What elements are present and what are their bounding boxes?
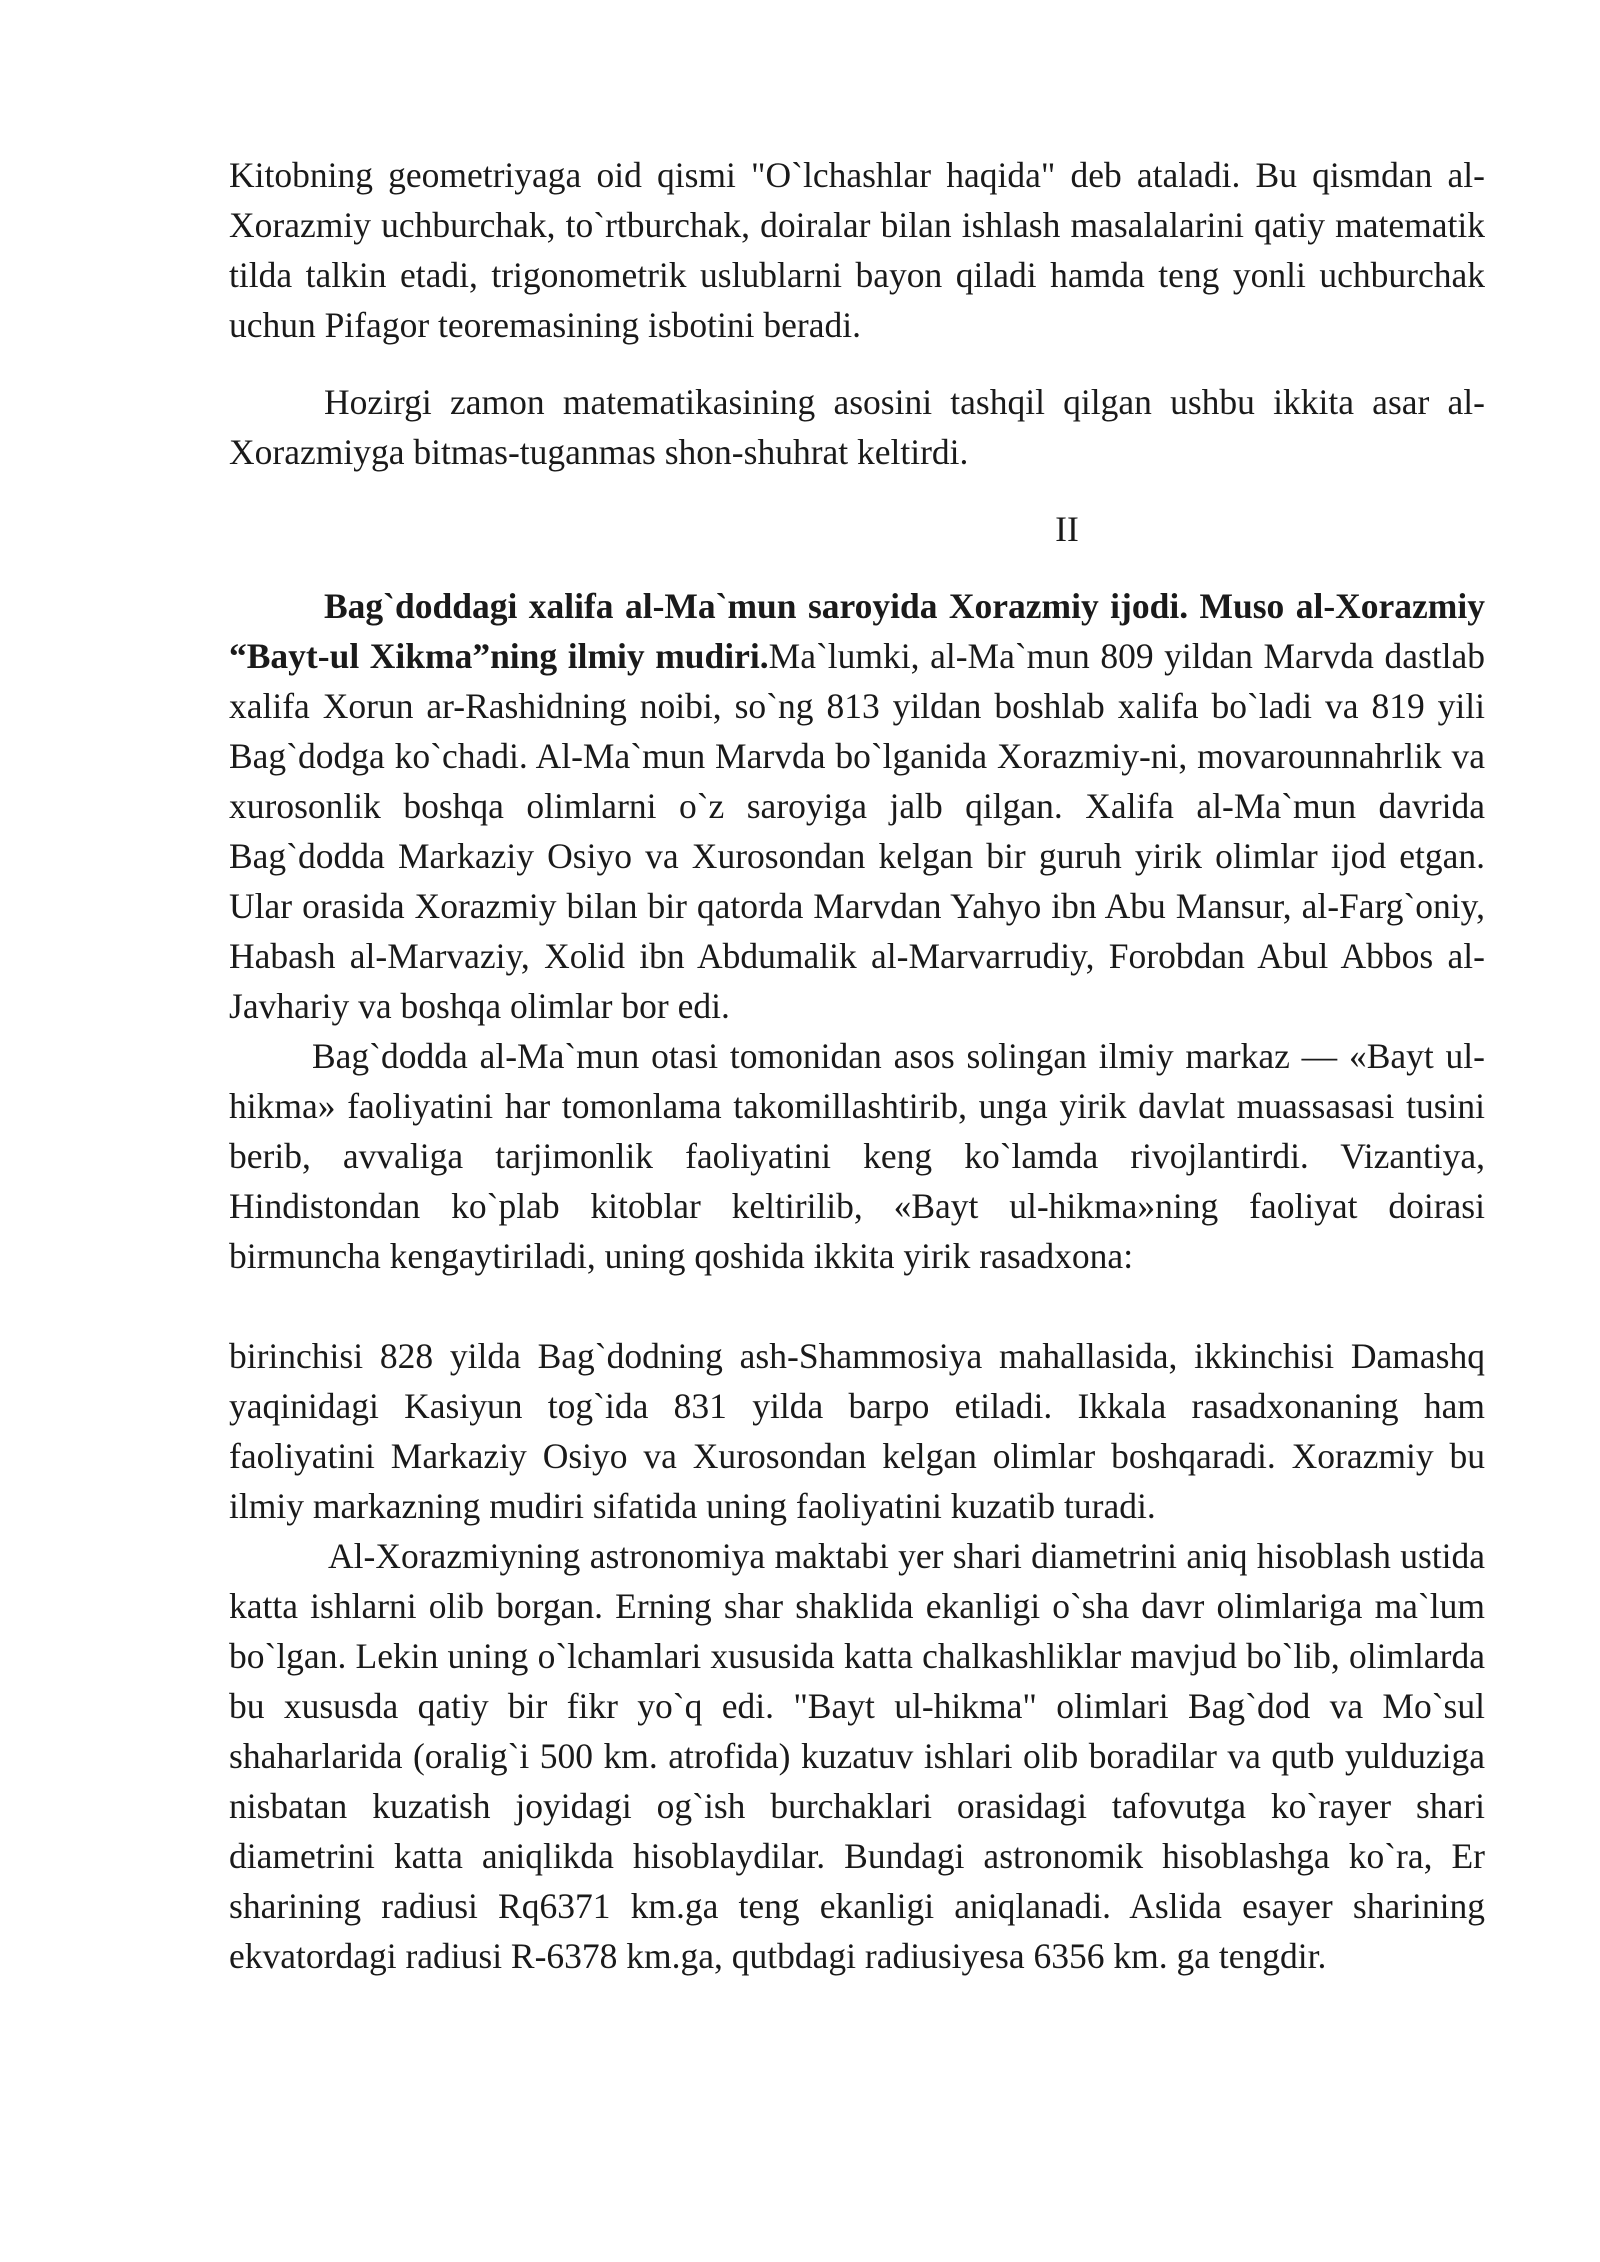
paragraph-bayt-ul-hikma: Bag`dodda al-Ma`mun otasi tomonidan asos solingan ilmiy markaz — «Bayt ul-hikma» faoliyatini har tomonlama takomillashtirib, unga yirik davlat muassasasi tusini berib, avvaliga tarjimonlik faoliyatini keng ko`lamda rivojlantirdi. Vizantiya, Hindistondan ko`plab kitoblar keltirilib, «Bayt ul-hikma»ning faoliyat doirasi birmuncha kengaytiriladi, uning qoshida ikkita yirik rasadxona: (229, 1036, 1485, 1276)
paragraph-geometry: Kitobning geometriyaga oid qismi "O`lchashlar haqida" deb ataladi. Bu qismdan al-Xorazmiy uchburchak, to`rtburchak, doiralar bilan ishlash masalalarini qatiy matematik tilda talkin etadi, trigonometrik uslublarni bayon qiladi hamda teng yonli uchburchak uchun Pifagor teoremasining isbotini beradi. (229, 155, 1485, 345)
paragraph-astronomy: Al-Xorazmiyning astronomiya maktabi yer shari diametrini aniq hisoblash ustida katta ishlarni olib borgan. Erning shar shaklida ekanligi o`sha davr olimlariga ma`lum bo`lgan. Lekin uning o`lchamlari xususida katta chalkashliklar mavjud bo`lib, olimlarda bu xususda qatiy bir fikr yo`q edi. "Bayt ul-hikma" olimlari Bag`dod va Mo`sul shaharlarida (oralig`i 500 km. atrofida) kuzatuv ishlari olib boradilar va qutb yulduziga nisbatan kuzatish joyidagi og`ish burchaklari orasidagi tafovutga ko`rayer shari diametrini katta aniqlikda hisoblaydilar. Bundagi astronomik hisoblashga ko`ra, Er sharining radiusi Rq6371 km.ga teng ekanligi aniqlanadi. Aslida esayer sharining ekvatordagi radiusi R-6378 km.ga, qutbdagi radiusiyesa 6356 km. ga tengdir. (229, 1536, 1485, 1976)
paragraph-observatories: birinchisi 828 yilda Bag`dodning ash-Shammosiya mahallasida, ikkinchisi Damashq yaqinidagi Kasiyun tog`ida 831 yilda barpo etiladi. Ikkala rasadxonaning ham faoliyatini Markaziy Osiyo va Xurosondan kelgan olimlar boshqaradi. Xorazmiy bu ilmiy markazning mudiri sifatida uning faoliyatini kuzatib turadi. (229, 1336, 1485, 1526)
paragraph-baghdad (229, 581, 1485, 1031)
paragraph-fame: Hozirgi zamon matematikasining asosini tashqil qilgan ushbu ikkita asar al-Xorazmiyga bitmas-tuganmas shon-shuhrat keltirdi. (229, 382, 1485, 472)
paragraph-baghdad-text: Ma`lumki, al-Ma`mun 809 yildan Marvda dastlab xalifa Xorun ar-Rashidning noibi, so`ng 813 yildan boshlab xalifa bo`ladi va 819 yili Bag`dodga ko`chadi. Al-Ma`mun Marvda bo`lganida Xorazmiy-ni, movarounnahrlik va xurosonlik boshqa olimlarni o`z saroyiga jalb qilgan. Xalifa al-Ma`mun davrida Bag`dodda Markaziy Osiyo va Xurosondan kelgan bir guruh yirik olimlar ijod etgan. Ular orasida Xorazmiy bilan bir qatorda Marvdan Yahyo ibn Abu Mansur, al-Farg`oniy, Habash al-Marvaziy, Xolid ibn Abdumalik al-Marvarrudiy, Forobdan Abul Abbos al-Javhariy va boshqa olimlar bor edi. (229, 636, 1485, 1026)
section-number: II (1055, 509, 1079, 549)
section-heading: Bag`doddagi xalifa al-Ma`mun saroyida Xorazmiy ijodi. Muso al-Xorazmiy “Bayt-ul Xikma”ning ilmiy mudiri. (229, 586, 1485, 676)
document-page (229, 150, 1485, 1981)
